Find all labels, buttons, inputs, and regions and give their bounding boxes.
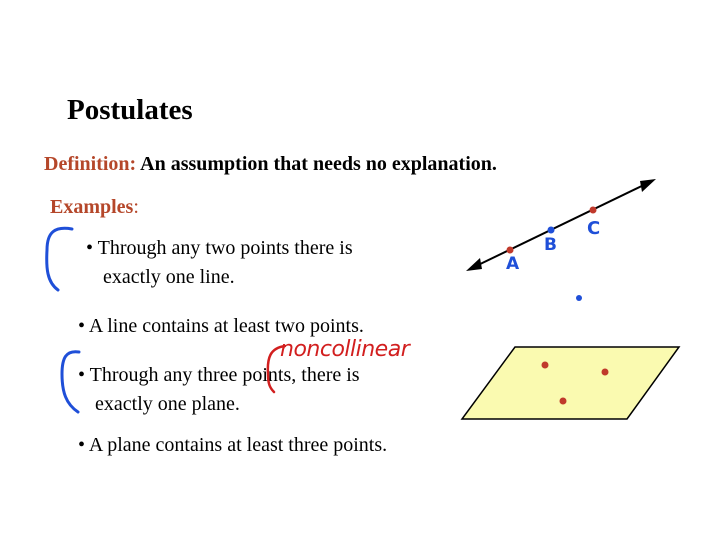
bullet-line-2: exactly one plane.: [95, 393, 240, 415]
arrowhead-right: [640, 179, 656, 192]
bullet-line-2: exactly one line.: [103, 266, 235, 288]
examples-colon: :: [133, 196, 139, 218]
examples-label: Examples: [50, 196, 134, 218]
point-label-a: A: [506, 254, 520, 274]
bullet-line-1: • Through any two points there is: [86, 237, 353, 259]
point-label-b: B: [544, 235, 557, 255]
plane: [462, 347, 679, 419]
handwritten-noncollinear-note: noncollinear: [280, 337, 410, 362]
bullet-line-1: • A line contains at least two points.: [78, 315, 364, 337]
point-b: [548, 227, 555, 234]
plane-point-1: [542, 362, 549, 369]
slide-title: Postulates: [67, 94, 193, 126]
point-a: [507, 247, 514, 254]
bullet-line-1: • Through any three points, there is: [78, 364, 360, 386]
bracket-left-bottom: [62, 352, 79, 412]
bullet-line-1: • A plane contains at least three points.: [78, 434, 388, 456]
definition-text: An assumption that needs no explanation.: [140, 153, 497, 175]
point-c: [590, 207, 597, 214]
plane-point-2: [602, 369, 609, 376]
plane-point-3: [560, 398, 567, 405]
line-ac: [474, 183, 648, 267]
arrowhead-left: [466, 258, 482, 271]
stray-dot: [576, 295, 582, 301]
bracket-left-top: [47, 228, 72, 290]
definition-label: Definition:: [44, 153, 137, 175]
bracket-red: [268, 346, 285, 392]
point-label-c: C: [587, 218, 601, 239]
